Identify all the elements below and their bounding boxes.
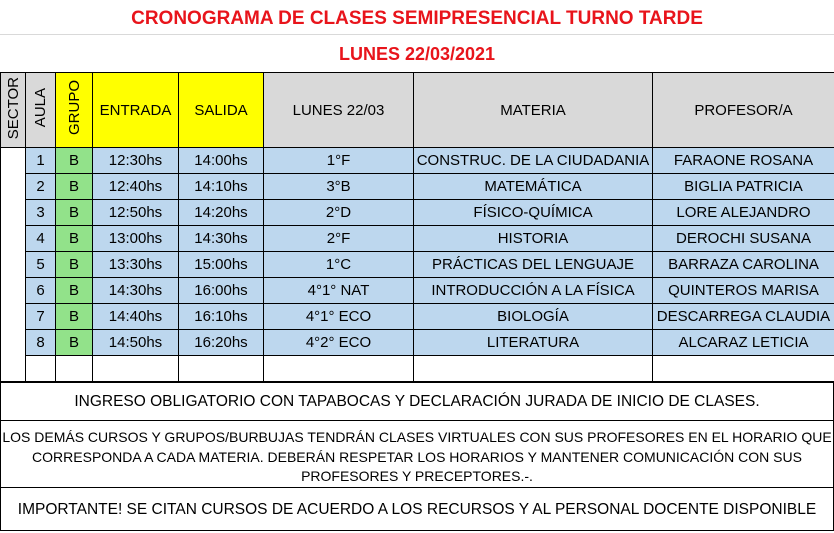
grupo-cell: B [56,330,93,356]
aula-cell: 1 [26,148,56,174]
salida-cell: 16:10hs [179,304,264,330]
curso-cell: 4°1° NAT [264,278,414,304]
aula-cell: 3 [26,200,56,226]
curso-cell: 2°D [264,200,414,226]
table-row [1,252,834,278]
profesor-cell: BARRAZA CAROLINA [653,252,834,278]
aula-cell: 6 [26,278,56,304]
curso-cell: 1°C [264,252,414,278]
materia-cell: CONSTRUC. DE LA CIUDADANIA [414,148,653,174]
grupo-cell: B [56,174,93,200]
materia-cell: PRÁCTICAS DEL LENGUAJE [414,252,653,278]
empty-cell [56,356,93,382]
empty-cell [93,356,179,382]
sector-cell [1,148,26,382]
header-materia: MATERIA [414,73,653,148]
header-grupo: GRUPO [56,73,93,148]
grupo-cell: B [56,226,93,252]
aula-cell: 7 [26,304,56,330]
profesor-cell: ALCARAZ LETICIA [653,330,834,356]
curso-cell: 4°2° ECO [264,330,414,356]
salida-cell: 16:20hs [179,330,264,356]
profesor-cell: BIGLIA PATRICIA [653,174,834,200]
notice-importante: IMPORTANTE! SE CITAN CURSOS DE ACUERDO A LOS RECURSOS Y AL PERSONAL DOCENTE DISPONIBLE [0,490,834,531]
empty-cell [653,356,834,382]
grupo-cell: B [56,278,93,304]
entrada-cell: 14:50hs [93,330,179,356]
aula-cell: 8 [26,330,56,356]
aula-cell: 5 [26,252,56,278]
table-row [1,304,834,330]
entrada-cell: 12:40hs [93,174,179,200]
aula-cell: 2 [26,174,56,200]
empty-cell [179,356,264,382]
grupo-cell: B [56,200,93,226]
entrada-cell: 12:50hs [93,200,179,226]
table-row [1,278,834,304]
grupo-cell: B [56,304,93,330]
entrada-cell: 14:30hs [93,278,179,304]
salida-cell: 14:00hs [179,148,264,174]
curso-cell: 1°F [264,148,414,174]
entrada-cell: 14:40hs [93,304,179,330]
curso-cell: 3°B [264,174,414,200]
curso-cell: 4°1° ECO [264,304,414,330]
salida-cell: 15:00hs [179,252,264,278]
curso-cell: 2°F [264,226,414,252]
date-title: LUNES 22/03/2021 [338,44,496,64]
header-dia: LUNES 22/03 [264,73,414,148]
table-row [1,200,834,226]
aula-cell: 4 [26,226,56,252]
header-profesor: PROFESOR/A [653,73,834,148]
entrada-cell: 13:30hs [93,252,179,278]
profesor-cell: DESCARREGA CLAUDIA [653,304,834,330]
header-entrada: ENTRADA [93,73,179,148]
schedule-table [0,72,834,382]
page-title: CRONOGRAMA DE CLASES SEMIPRESENCIAL TURNO TARDE [0,4,834,35]
empty-cell [414,356,653,382]
profesor-cell: LORE ALEJANDRO [653,200,834,226]
salida-cell: 14:10hs [179,174,264,200]
left-border [0,382,1,530]
grupo-cell: B [56,148,93,174]
salida-cell: 16:00hs [179,278,264,304]
notice-ingreso: INGRESO OBLIGATORIO CON TAPABOCAS Y DECLARACIÓN JURADA DE INICIO DE CLASES. [0,382,834,421]
table-row [1,174,834,200]
profesor-cell: DEROCHI SUSANA [653,226,834,252]
header-row [1,73,834,148]
materia-cell: FÍSICO-QUÍMICA [414,200,653,226]
empty-cell [26,356,56,382]
grupo-cell: B [56,252,93,278]
table-row [1,330,834,356]
salida-cell: 14:30hs [179,226,264,252]
materia-cell: BIOLOGÍA [414,304,653,330]
materia-cell: MATEMÁTICA [414,174,653,200]
header-aula: AULA [26,73,56,148]
empty-row [1,356,834,382]
header-salida: SALIDA [179,73,264,148]
empty-cell [264,356,414,382]
materia-cell: INTRODUCCIÓN A LA FÍSICA [414,278,653,304]
profesor-cell: QUINTEROS MARISA [653,278,834,304]
entrada-cell: 13:00hs [93,226,179,252]
profesor-cell: FARAONE ROSANA [653,148,834,174]
entrada-cell: 12:30hs [93,148,179,174]
salida-cell: 14:20hs [179,200,264,226]
table-row [1,148,834,174]
header-sector: SECTOR [1,73,26,148]
materia-cell: HISTORIA [414,226,653,252]
notice-virtual: LOS DEMÁS CURSOS Y GRUPOS/BURBUJAS TENDRÁN CLASES VIRTUALES CON SUS PROFESORES EN EL HORARIO QUE CORRESPONDA A CADA MATERIA. DEBERÁN RESPETAR LOS HORARIOS Y MANTENER COMUNICACIÓN CON SUS PROFESORES Y PRECEPTORES.-. [0,424,834,488]
materia-cell: LITERATURA [414,330,653,356]
table-row [1,226,834,252]
